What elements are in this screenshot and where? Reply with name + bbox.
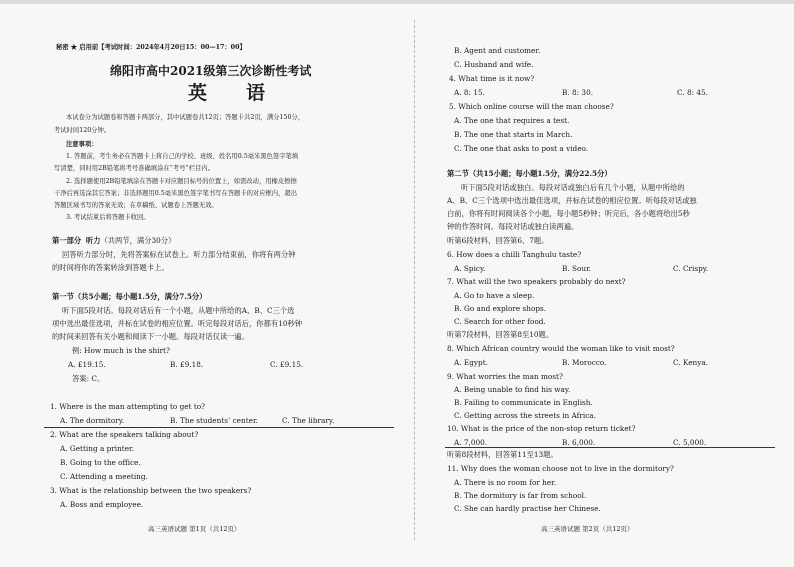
ruled-line bbox=[44, 427, 394, 428]
section2-desc: 白前，你将有时间阅读各个小题，每小题5秒钟；听完后，各小题将给出5秒 bbox=[447, 209, 690, 218]
intro-line: 本试卷分为试题卷和答题卡两部分，其中试题卷共12页；答题卡共2页，满分150分， bbox=[66, 114, 305, 121]
scan-edge bbox=[0, 0, 794, 4]
part1-desc: 的时间将你的答案转涂到答题卡上。 bbox=[52, 263, 169, 272]
q5-option-b: B. The one that starts in March. bbox=[454, 130, 573, 139]
page-footer-right: 高三英语试题 第2页（共12页） bbox=[541, 525, 634, 533]
q2-option-c: C. Attending a meeting. bbox=[60, 472, 148, 481]
ruled-line bbox=[445, 447, 775, 448]
question-8: 8. Which African country would the woman like to visit most? bbox=[447, 344, 675, 353]
q4-option-a: A. 8: 15. bbox=[454, 88, 485, 97]
q3-option-c: C. Husband and wife. bbox=[454, 60, 534, 69]
secret-notice: 秘密 ★ 启用前【考试时间：2024年4月20日15：00—17：00】 bbox=[56, 44, 246, 51]
q2-option-b: B. Going to the office. bbox=[60, 458, 141, 467]
q10-option-c: C. 5,000. bbox=[673, 438, 707, 447]
q11-option-b: B. The dormitory is far from school. bbox=[454, 491, 587, 500]
example-option-c: C. £9.15. bbox=[270, 360, 304, 369]
q1-option-c: C. The library. bbox=[282, 416, 335, 425]
q7-option-b: B. Go and explore shops. bbox=[454, 304, 547, 313]
material-note: 听第7段材料，回答第8至10题。 bbox=[447, 330, 554, 339]
q8-option-c: C. Kenya. bbox=[673, 358, 709, 367]
q1-option-a: A. The dormitory. bbox=[60, 416, 125, 425]
q9-option-b: B. Failing to communicate in English. bbox=[454, 398, 593, 407]
question-10: 10. What is the price of the non-stop return ticket? bbox=[447, 424, 636, 433]
q10-option-b: B. 6,000. bbox=[562, 438, 596, 447]
material-note: 听第6段材料，回答第6、7题。 bbox=[447, 236, 549, 245]
q4-option-b: B. 8: 30. bbox=[562, 88, 594, 97]
question-4: 4. What time is it now? bbox=[449, 74, 535, 83]
example-option-b: B. £9.18. bbox=[170, 360, 204, 369]
q6-option-b: B. Sour. bbox=[562, 264, 592, 273]
part-name: 听力 bbox=[85, 236, 101, 245]
q6-option-c: C. Crispy. bbox=[673, 264, 709, 273]
exam-title: 绵阳市高中2021级第三次诊断性考试 bbox=[110, 64, 312, 78]
q7-option-a: A. Go to have a sleep. bbox=[454, 291, 535, 300]
q3-option-b: B. Agent and customer. bbox=[454, 46, 541, 55]
q10-option-a: A. 7,000. bbox=[454, 438, 488, 447]
subject-title: 英 语 bbox=[188, 82, 276, 104]
q1-option-b: B. The students’ center. bbox=[170, 416, 258, 425]
section2-heading: 第二节（共15小题；每小题1.5分，满分22.5分） bbox=[447, 169, 612, 178]
q8-option-b: B. Morocco. bbox=[562, 358, 607, 367]
material-note: 听第8段材料，回答第11至13题。 bbox=[447, 450, 558, 459]
section1-heading: 第一节（共5小题；每小题1.5分，满分7.5分） bbox=[52, 292, 207, 301]
q8-option-a: A. Egypt. bbox=[454, 358, 488, 367]
section1-desc: 的时间来回答有关小题和阅读下一小题。每段对话仅读一遍。 bbox=[52, 332, 250, 341]
part-label: 第一部分 bbox=[52, 236, 82, 245]
part-scoring: （共两节，满分30分） bbox=[100, 236, 176, 245]
question-11: 11. Why does the woman choose not to live in the dormitory? bbox=[447, 464, 674, 473]
example-answer: 答案: C。 bbox=[72, 374, 105, 383]
note-line: 干净后再选涂其它答案；非选择题用0.5毫米黑色签字笔书写在答题卡的对应框内，超出 bbox=[54, 190, 297, 197]
question-1: 1. Where is the man attempting to get to? bbox=[50, 402, 206, 411]
q5-option-c: C. The one that asks to post a video. bbox=[454, 144, 589, 153]
q6-option-a: A. Spicy. bbox=[454, 264, 486, 273]
q7-option-c: C. Search for other food. bbox=[454, 317, 546, 326]
section1-desc: 项中选出最佳选项，并标在试卷的相应位置。听完每段对话后，你都有10秒钟 bbox=[52, 319, 303, 328]
question-6: 6. How does a chilli Tanghulu taste? bbox=[447, 250, 582, 259]
part1-heading bbox=[52, 236, 175, 245]
section1-desc: 听下面5段对话。每段对话后有一个小题，从题中所给的A、B、C三个选 bbox=[62, 306, 295, 315]
page-footer-left: 高三英语试题 第1页（共12页） bbox=[148, 525, 241, 533]
q2-option-a: A. Getting a printer. bbox=[60, 444, 135, 453]
question-5: 5. Which online course will the man choose? bbox=[449, 102, 614, 111]
section2-desc: A、B、C三个选项中选出最佳选项，并标在试卷的相应位置。听每段对话或独 bbox=[447, 196, 697, 205]
section2-desc: 钟的作答时间。每段对话或独白读两遍。 bbox=[447, 222, 579, 231]
note-line: 答题区域书写的答案无效；在草稿纸、试题卷上答题无效。 bbox=[54, 202, 218, 209]
question-7: 7. What will the two speakers probably do next? bbox=[447, 277, 626, 286]
q11-option-c: C. She can hardly practise her Chinese. bbox=[454, 504, 601, 513]
q9-option-a: A. Being unable to find his way. bbox=[454, 385, 571, 394]
note-line: 写清楚，同时用2B铅笔将考号准确填涂在“考号”栏目内。 bbox=[54, 165, 214, 172]
note-line: 2. 选择题使用2B铅笔填涂在答题卡对应题目标号的位置上，如需改动，用橡皮擦擦 bbox=[66, 178, 297, 185]
example-option-a: A. £19.15. bbox=[68, 360, 106, 369]
note-line: 1. 答题前，考生务必在答题卡上将自己的学校、班级、姓名用0.5毫米黑色签字笔填 bbox=[66, 153, 299, 160]
note-line: 3. 考试结束后将答题卡收回。 bbox=[66, 214, 150, 221]
example-question: 例: How much is the shirt? bbox=[72, 346, 170, 355]
q4-option-c: C. 8: 45. bbox=[677, 88, 708, 97]
question-9: 9. What worries the man most? bbox=[447, 372, 563, 381]
question-3: 3. What is the relationship between the two speakers? bbox=[50, 486, 252, 495]
part1-desc: 回答听力部分时，先将答案标在试卷上。听力部分结束前，你将有两分钟 bbox=[62, 250, 296, 259]
q5-option-a: A. The one that requires a test. bbox=[454, 116, 570, 125]
question-2: 2. What are the speakers talking about? bbox=[50, 430, 199, 439]
q3-option-a: A. Boss and employee. bbox=[60, 500, 144, 509]
intro-line: 考试时间120分钟。 bbox=[54, 127, 111, 134]
q11-option-a: A. There is no room for her. bbox=[454, 478, 557, 487]
q9-option-c: C. Getting across the streets in Africa. bbox=[454, 411, 596, 420]
fold-line bbox=[414, 20, 415, 540]
notes-title: 注意事项： bbox=[66, 141, 98, 148]
section2-desc: 听下面5段对话或独白。每段对话或独白后有几个小题，从题中所给的 bbox=[461, 183, 685, 192]
